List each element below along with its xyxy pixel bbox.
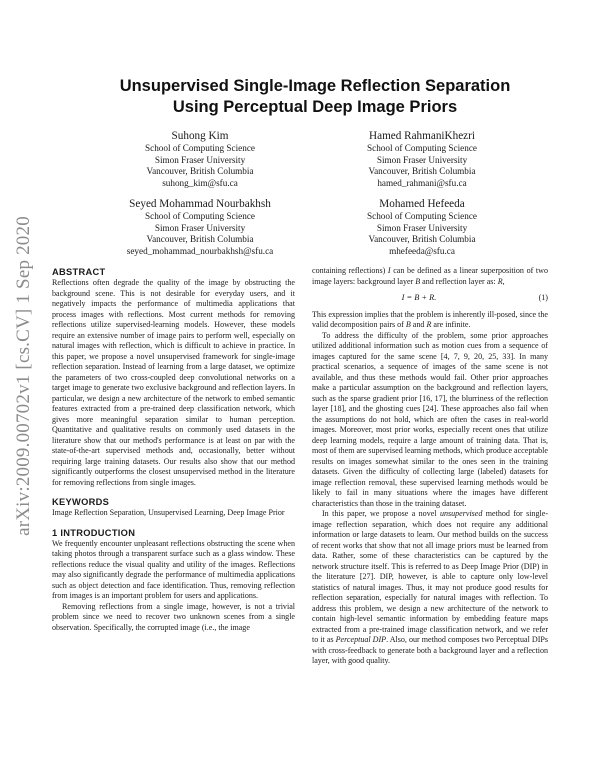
title-line-2: Using Perceptual Deep Image Priors <box>172 98 458 116</box>
right-paragraph-3: In this paper, we propose a novel unsupervised method for single-image reflection separation, which does not require any additional information or large datasets to learn. Our method builds on the success of recent works that show that not all image priors must be learned from data. Rather, some of these characteristics can be captured by the network structure itself. This is referred to as Deep Image Prior (DIP) in the literature [27]. DIP, however, is able to capture only low-level statistics of natural images. Thus, it may not produce good results for reflection separation, especially for natural images with reflection. To address this problem, we design a new architecture of the network to contain high-level semantic information by embedding feature maps extracted from a pre-trained image classification network, and we refer to it as Perceptual DIP. Also, our method composes two Perceptual DIPs with cross-feedback to generate both a background layer and a reflection layer, with good quality. <box>312 509 548 665</box>
author-dept: School of Computing Science <box>145 211 255 221</box>
abstract-text: Reflections often degrade the quality of the image by obstructing the background scene. This is not desirable for everyday users, and it negatively impacts the performance of multimedia applications that process images with reflections. Most current methods for removing reflections utilize supervised-learning models. However, these models require an extensive number of image pairs to perform well, especially on natural images with reflection, which is difficult to achieve in practice. In this paper, we propose a novel unsupervised framework for single-image reflection separation. Instead of learning from a large dataset, we optimize the parameters of two cross-coupled deep convolutional networks on a target image to generate two exclusive background and reflection layers. In particular, we design a new architecture of the network to embed semantic features extracted from a pre-trained deep classification network, which gives more meaningful separation similar to human perception. Quantitative and qualitative results on commonly used datasets in the literature show that our method's performance is at least on par with the state-of-the-art supervised methods and, occasionally, better without requiring large training datasets. Our results also show that our method significantly outperforms the closest unsupervised method in the literature for removing reflections from single images. <box>52 278 295 487</box>
author-location: Vancouver, British Columbia <box>368 166 476 177</box>
author-name: Seyed Mohammad Nourbakhsh <box>129 198 271 210</box>
equation-1 <box>312 293 548 304</box>
author-location: Vancouver, British Columbia <box>368 234 476 245</box>
author-dept: School of Computing Science <box>367 143 477 153</box>
author-location: Vancouver, British Columbia <box>146 234 254 245</box>
equation-body: I = B + R. <box>401 293 437 302</box>
title-line-1: Unsupervised Single-Image Reflection Separation <box>119 77 511 95</box>
author-univ: Simon Fraser University <box>376 154 468 165</box>
arxiv-stamp-text: arXiv:2009.00702v1 [cs.CV] 1 Sep 2020 <box>13 216 34 536</box>
author-univ: Simon Fraser University <box>376 222 468 233</box>
intro-paragraph-2: Removing reflections from a single image, however, is not a trivial problem since we need to recover two unknown scenes from a single observation. Specifically, the corrupted image (i.e., the image <box>52 601 295 632</box>
author-block-2 <box>312 129 532 189</box>
author-block-4 <box>312 197 532 257</box>
author-univ: Simon Fraser University <box>154 222 246 233</box>
right-column <box>312 266 548 667</box>
abstract-heading: ABSTRACT <box>52 267 106 277</box>
keywords-heading: KEYWORDS <box>52 497 110 507</box>
author-name: Mohamed Hefeeda <box>379 198 465 210</box>
author-name: Suhong Kim <box>171 130 229 142</box>
author-email: suhong_kim@sfu.ca <box>162 177 238 188</box>
left-column <box>52 266 295 633</box>
author-email: hamed_rahmani@sfu.ca <box>377 177 467 188</box>
author-email: mhefeeda@sfu.ca <box>389 245 455 256</box>
author-block-1 <box>90 129 310 189</box>
author-dept: School of Computing Science <box>145 143 255 153</box>
intro-heading: 1 INTRODUCTION <box>52 527 136 538</box>
author-name: Hamed RahmaniKhezri <box>369 130 475 142</box>
right-paragraph-2: To address the difficulty of the problem, some prior approaches utilized additional information such as motion cues from a sequence of images captured for the same scene [4, 7, 9, 20, 25, 33]. In many practical scenarios, a sequence of images of the same scene is not available, and thus these methods would fail. Other prior approaches make a particular assumption on the background and reflection layers, such as the sparse gradient prior [16, 17], the blurriness of the reflection layer [18], and the ghosting cues [24]. These approaches also fail when the assumptions do not hold, which are often the cases in real-world images. Moreover, most prior works, especially recent ones that utilize deep learning models, require a large amount of training data. That is, most of them are supervised learning methods, which produce acceptable results on images somewhat similar to the ones seen in the training datasets. Given the difficulty of collecting large (labeled) datasets for image reflection removal, these supervised learning methods would be likely to fail in many situations where the images have different characteristics than those in the training dataset. <box>312 330 548 508</box>
author-location: Vancouver, British Columbia <box>146 166 254 177</box>
equation-number: (1) <box>538 293 548 302</box>
right-paragraph-1: This expression implies that the problem is inherently ill-posed, since the valid decomposition pairs of B and R are infinite. <box>312 309 548 329</box>
right-paragraph-0: containing reflections) I can be defined as a linear superposition of two image layers: background layer B and reflection layer as: R, <box>312 266 548 286</box>
paper-title <box>60 76 570 118</box>
arxiv-stamp <box>14 196 34 556</box>
author-univ: Simon Fraser University <box>154 154 246 165</box>
author-email: seyed_mohammad_nourbakhsh@sfu.ca <box>126 245 274 256</box>
intro-paragraph-1: We frequently encounter unpleasant reflections obstructing the scene when taking photos through a transparent surface such as a glass window. These reflections reduce the visual quality and utility of the images. Reflections may also significantly degrade the performance of multimedia applications such as object detection and face identification. Thus, removing reflection from images is an important problem for users and applications. <box>52 538 295 600</box>
keywords-text: Image Reflection Separation, Unsupervised Learning, Deep Image Prior <box>52 508 285 517</box>
author-dept: School of Computing Science <box>367 211 477 221</box>
author-block-3 <box>80 197 320 257</box>
